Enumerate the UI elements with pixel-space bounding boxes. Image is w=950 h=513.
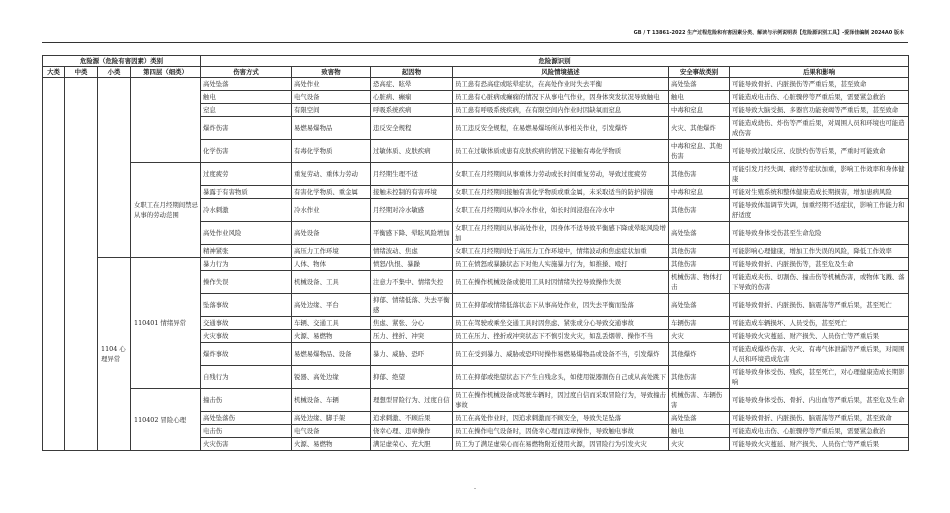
cause-cell: 情绪波动、焦虑	[371, 245, 453, 258]
harmful-agent-cell: 重复劳动、重体力劳动	[292, 163, 371, 186]
cause-cell: 暴力、威胁、恐吓	[371, 343, 453, 366]
injury-mode-cell: 爆炸事故	[201, 343, 292, 366]
accident-category-cell: 火灾、其他爆炸	[669, 117, 730, 140]
column-header-level4: 第四层（细类）	[131, 67, 201, 78]
harmful-agent-cell: 高处边缘、平台	[292, 294, 371, 317]
scenario-cell: 女职工在月经期间从事冷水作业，如长时间浸泡在冷水中	[453, 199, 669, 222]
group-header-identification: 危险源识别	[201, 56, 909, 67]
injury-mode-cell: 高处坠落伤	[201, 412, 292, 425]
cause-cell: 月经期生理不适	[371, 163, 453, 186]
consequence-cell: 可能导致火灾蔓延、财产损失、人员伤亡等严重后果	[730, 330, 909, 343]
consequence-cell: 可能造成爆炸伤害、火灾、有毒气体泄漏等严重后果，对周围人员和环境造成危害	[730, 343, 909, 366]
group-header-category: 危险源（危险有害因素）类别	[43, 56, 201, 67]
consequence-cell: 可能造成夹伤、切割伤、撞击伤等机械伤害，或物体飞溅、落下导致的伤害	[730, 271, 909, 294]
column-header-scenario: 风险情境描述	[453, 67, 669, 78]
harmful-agent-cell: 电气设备	[292, 425, 371, 438]
cause-cell: 心脏病、癫痫	[371, 91, 453, 104]
scenario-cell: 员工在愤怒或暴躁状态下对他人实施暴力行为，如推搡、殴打	[453, 258, 669, 271]
accident-category-cell: 高处坠落	[669, 222, 730, 245]
harmful-agent-cell: 高处作业	[292, 78, 371, 91]
major-class-cell	[43, 78, 65, 451]
scenario-cell: 员工在驾驶或乘坐交通工具时因焦虑、紧张或分心导致交通事故	[453, 317, 669, 330]
cause-cell: 接触未控制的有害环境	[371, 186, 453, 199]
injury-mode-cell: 高处坠落	[201, 78, 292, 91]
accident-category-cell: 高处坠落	[669, 294, 730, 317]
cause-cell: 压力、挫折、冲突	[371, 330, 453, 343]
accident-category-cell: 中毒和窒息	[669, 186, 730, 199]
column-header-cause: 起因物	[371, 67, 453, 78]
scenario-cell: 员工为了满足虚荣心而在易燃物附近使用火源，因冒险行为引发火灾	[453, 438, 669, 451]
scenario-cell: 女职工在月经期间从事重体力劳动或长时间重复劳动，导致过度疲劳	[453, 163, 669, 186]
scenario-cell: 员工患有心脏病或癫痫的情况下从事电气作业，因身体突发状况导致触电	[453, 91, 669, 104]
column-header-injury-mode: 伤害方式	[201, 67, 292, 78]
injury-mode-cell: 坠落事故	[201, 294, 292, 317]
scenario-cell: 员工在操作机械设备或使用工具时因情绪失控导致操作失误	[453, 271, 669, 294]
scenario-cell: 员工在抑郁或绝望状态下产生自残念头，如使用锐器割伤自己或从高处跳下	[453, 366, 669, 389]
column-header-subclass: 小类	[98, 67, 131, 78]
accident-category-cell: 高处坠落	[669, 78, 730, 91]
cause-cell: 追求刺激、不顾后果	[371, 412, 453, 425]
injury-mode-cell: 触电	[201, 91, 292, 104]
accident-category-cell: 中毒和窒息	[669, 104, 730, 117]
scenario-cell: 女职工在月经期间从事高处作业，因身体不适导致平衡感下降或晕眩风险增加	[453, 222, 669, 245]
accident-category-cell: 其他伤害	[669, 245, 730, 258]
accident-category-cell: 触电	[669, 91, 730, 104]
middle-class-cell	[65, 78, 98, 451]
injury-mode-cell: 火灾事故	[201, 330, 292, 343]
scenario-cell: 员工在操作机械设备或驾驶车辆时，因过度自信而采取冒险行为，导致撞击事故	[453, 389, 669, 412]
harmful-agent-cell: 火源、易燃物	[292, 438, 371, 451]
consequence-cell: 可能导致体温调节失调，加重经期不适症状，影响工作能力和舒适度	[730, 199, 909, 222]
consequence-cell: 可能造成电击伤、心脏骤停等严重后果，需要紧急救治	[730, 91, 909, 104]
level4-cell: 110401 情绪异常	[131, 258, 201, 389]
scenario-cell: 员工在过敏体质或患有皮肤疾病的情况下接触有毒化学物质	[453, 140, 669, 163]
harmful-agent-cell: 火源、易燃物	[292, 330, 371, 343]
accident-category-cell: 其他伤害	[669, 258, 730, 271]
cause-cell: 违反安全规程	[371, 117, 453, 140]
accident-category-cell: 火灾	[669, 330, 730, 343]
consequence-cell: 可能引发月经失调、痛经等症状加重，影响工作效率和身体健康	[730, 163, 909, 186]
accident-category-cell: 其他伤害	[669, 366, 730, 389]
table-row	[43, 78, 909, 91]
consequence-cell: 可能导致身体受伤、骨折、内出血等严重后果，甚至危及生命	[730, 389, 909, 412]
injury-mode-cell: 窒息	[201, 104, 292, 117]
injury-mode-cell: 操作失误	[201, 271, 292, 294]
cause-cell: 愤怒/仇恨、暴躁	[371, 258, 453, 271]
consequence-cell: 可能导致骨折、内脏损伤、脑震荡等严重后果，甚至致命	[730, 412, 909, 425]
injury-mode-cell: 火灾伤害	[201, 438, 292, 451]
consequence-cell: 可能导致身体受伤甚至生命危险	[730, 222, 909, 245]
cause-cell: 注意力不集中、情绪失控	[371, 271, 453, 294]
harmful-agent-cell: 易燃易爆物品、设备	[292, 343, 371, 366]
column-header-harmful-agent: 致害物	[292, 67, 371, 78]
scenario-cell: 女职工在月经期间处于高压力工作环境中，情绪波动和焦虑症状加重	[453, 245, 669, 258]
harmful-agent-cell: 电气设备	[292, 91, 371, 104]
accident-category-cell: 高处坠落	[669, 412, 730, 425]
injury-mode-cell: 暴力行为	[201, 258, 292, 271]
consequence-cell: 可能导致骨折、内脏损伤、脑震荡等严重后果，甚至死亡	[730, 294, 909, 317]
harmful-agent-cell: 易燃易爆物品	[292, 117, 371, 140]
column-header-major-class: 大类	[43, 67, 65, 78]
injury-mode-cell: 高处作业风险	[201, 222, 292, 245]
column-header-middle-class: 中类	[65, 67, 98, 78]
cause-cell: 抑郁、情绪低落、失去平衡感	[371, 294, 453, 317]
harmful-agent-cell: 车辆、交通工具	[292, 317, 371, 330]
scenario-cell: 员工违反安全规程，在易燃易爆场所从事相关作业，引发爆炸	[453, 117, 669, 140]
table-body	[43, 78, 909, 451]
cause-cell: 理想型冒险行为、过度自信	[371, 389, 453, 412]
subclass-cell	[98, 78, 131, 258]
accident-category-cell: 其他伤害	[669, 163, 730, 186]
injury-mode-cell: 电击伤	[201, 425, 292, 438]
level4-cell: 110402 冒险心理	[131, 389, 201, 451]
injury-mode-cell: 撞击伤	[201, 389, 292, 412]
injury-mode-cell: 化学伤害	[201, 140, 292, 163]
injury-mode-cell: 冷水刺激	[201, 199, 292, 222]
consequence-cell: 可能对生殖系统和整体健康造成长期损害，增加患病风险	[730, 186, 909, 199]
harmful-agent-cell: 锐器、高处边缘	[292, 366, 371, 389]
header-rule	[42, 42, 908, 43]
injury-mode-cell: 过度疲劳	[201, 163, 292, 186]
column-header-accident-category: 安全事故类别	[669, 67, 730, 78]
column-header-row	[43, 67, 909, 78]
cause-cell: 侥幸心理、违章操作	[371, 425, 453, 438]
accident-category-cell: 中毒和窒息、其他伤害	[669, 140, 730, 163]
cause-cell: 恐高症、眩晕	[371, 78, 453, 91]
cause-cell: 呼吸系统疾病	[371, 104, 453, 117]
page-mark: -	[474, 485, 477, 492]
table-row	[43, 389, 909, 412]
scenario-cell: 员工患有恐高症或眩晕症状，在高处作业时失去平衡	[453, 78, 669, 91]
scenario-cell: 女职工在月经期间接触有害化学物质或重金属，未采取适当的防护措施	[453, 186, 669, 199]
level4-cell	[131, 78, 201, 163]
harmful-agent-cell: 有毒化学物质	[292, 140, 371, 163]
harmful-agent-cell: 高处设备	[292, 222, 371, 245]
consequence-cell: 可能导致身体受伤、残疾，甚至死亡，对心理健康造成长期影响	[730, 366, 909, 389]
harmful-agent-cell: 机械设备、工具	[292, 271, 371, 294]
harmful-agent-cell: 冷水作业	[292, 199, 371, 222]
accident-category-cell: 触电	[669, 425, 730, 438]
column-header-consequence: 后果和影响	[730, 67, 909, 78]
consequence-cell: 可能导致大脑受损、多器官功能衰竭等严重后果，甚至致命	[730, 104, 909, 117]
cause-cell: 抑郁、绝望	[371, 366, 453, 389]
consequence-cell: 可能导致过敏反应、皮肤灼伤等后果，严重时可能致命	[730, 140, 909, 163]
accident-category-cell: 车辆伤害	[669, 317, 730, 330]
consequence-cell: 可能影响心理健康，增加工作失误的风险，降低工作效率	[730, 245, 909, 258]
scenario-cell: 员工在压力、挫折或冲突状态下不慎引发火灾，如乱丢烟蒂、操作不当	[453, 330, 669, 343]
harmful-agent-cell: 高压力工作环境	[292, 245, 371, 258]
accident-category-cell: 火灾	[669, 438, 730, 451]
injury-mode-cell: 自残行为	[201, 366, 292, 389]
harmful-agent-cell: 人体、物体	[292, 258, 371, 271]
consequence-cell: 可能造成车辆损坏、人员受伤，甚至死亡	[730, 317, 909, 330]
hazard-identification-table	[42, 55, 909, 451]
accident-category-cell: 其他爆炸	[669, 343, 730, 366]
consequence-cell: 可能导致骨折、内脏损伤等，甚至危及生命	[730, 258, 909, 271]
injury-mode-cell: 暴露于有害物质	[201, 186, 292, 199]
injury-mode-cell: 爆炸伤害	[201, 117, 292, 140]
consequence-cell: 可能导致火灾蔓延、财产损失、人员伤亡等严重后果	[730, 438, 909, 451]
cause-cell: 焦虑、紧张、分心	[371, 317, 453, 330]
injury-mode-cell: 精神紧张	[201, 245, 292, 258]
scenario-cell: 员工患有呼吸系统疾病，在有限空间内作业时因缺氧而窒息	[453, 104, 669, 117]
cause-cell: 平衡感下降、晕眩风险增加	[371, 222, 453, 245]
harmful-agent-cell: 机械设备、车辆	[292, 389, 371, 412]
accident-category-cell: 机械伤害、车辆伤害	[669, 389, 730, 412]
consequence-cell: 可能造成电击伤、心脏骤停等严重后果，需要紧急救治	[730, 425, 909, 438]
scenario-cell: 员工在受到暴力、威胁或恐吓时操作易燃易爆物品或设备不当，引发爆炸	[453, 343, 669, 366]
level4-cell: 女职工在月经期间禁忌从事的劳动范围	[131, 163, 201, 258]
scenario-cell: 员工在高处作业时，因追求刺激而不顾安全，导致失足坠落	[453, 412, 669, 425]
cause-cell: 满足虚荣心、充大胆	[371, 438, 453, 451]
cause-cell: 过敏体质、皮肤疾病	[371, 140, 453, 163]
table-row	[43, 258, 909, 271]
accident-category-cell: 机械伤害、物体打击	[669, 271, 730, 294]
consequence-cell: 可能导致骨折、内脏损伤等严重后果，甚至致命	[730, 78, 909, 91]
scenario-cell: 员工在抑郁或情绪低落状态下从事高处作业，因失去平衡而坠落	[453, 294, 669, 317]
harmful-agent-cell: 有限空间	[292, 104, 371, 117]
accident-category-cell: 其他伤害	[669, 199, 730, 222]
scenario-cell: 员工在操作电气设备时，因侥幸心理而违章操作，导致触电事故	[453, 425, 669, 438]
harmful-agent-cell: 高处边缘、脚手架	[292, 412, 371, 425]
harmful-agent-cell: 有害化学物质、重金属	[292, 186, 371, 199]
cause-cell: 月经期对冷水敏感	[371, 199, 453, 222]
subclass-cell: 1104 心理异常	[98, 258, 131, 451]
group-header-row	[43, 56, 909, 67]
consequence-cell: 可能造成烧伤、炸伤等严重后果，对周围人员和环境也可能造成伤害	[730, 117, 909, 140]
document-header-title: GB / T 13861-2022 生产过程危险和有害因素分类、解读与示例说明表【危险源识别工具】-爱泽佳编制 2024A0 版本	[633, 30, 904, 36]
injury-mode-cell: 交通事故	[201, 317, 292, 330]
table-row	[43, 163, 909, 186]
